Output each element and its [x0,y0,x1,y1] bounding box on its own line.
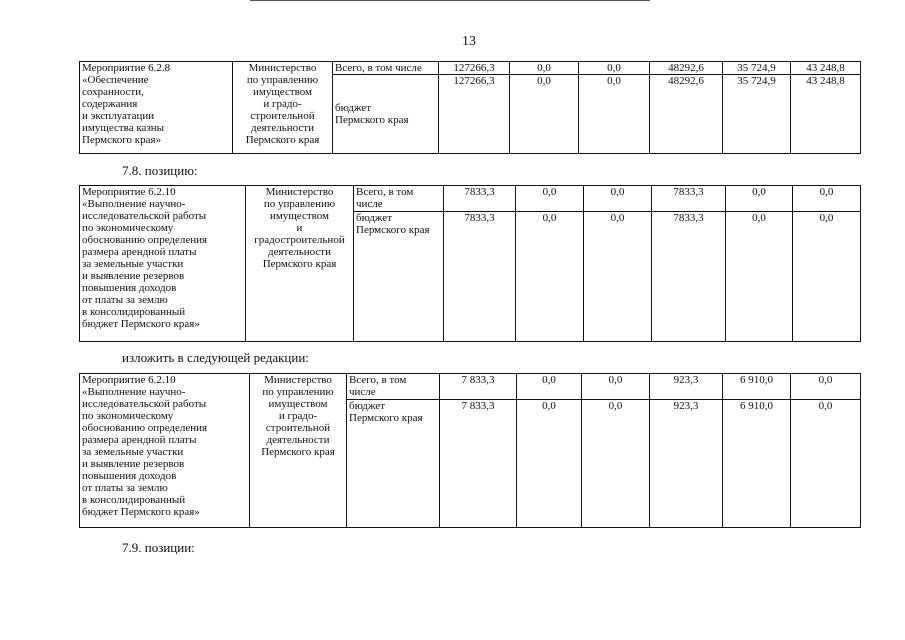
value-cell: 0,0 [582,400,650,528]
executor-cell: Министерство по управлению имуществом и градостроительной деятельности Пермского края [246,186,354,342]
event-cell: Мероприятие 6.2.8 «Обеспечение сохранности, содержания и эксплуатации имущества казны Пермского края» [80,62,233,154]
value-cell: 923,3 [650,374,723,400]
source-budget-cell: бюджет Пермского края [333,75,439,154]
value-cell: 0,0 [579,75,650,154]
source-budget-cell: бюджет Пермского края [347,400,440,528]
executor-cell: Министерство по управлению имуществом и градо- строительной деятельности Пермского края [233,62,333,154]
value-cell: 0,0 [582,374,650,400]
value-cell: 7833,3 [652,212,726,342]
value-cell: 0,0 [793,186,861,212]
value-cell: 0,0 [510,62,579,75]
value-cell: 0,0 [791,374,861,400]
source-total-cell: Всего, в том числе [333,62,439,75]
value-cell: 0,0 [793,212,861,342]
value-cell: 0,0 [726,212,793,342]
value-cell: 127266,3 [439,62,510,75]
page-number: 13 [462,34,476,49]
event-cell: Мероприятие 6.2.10 «Выполнение научно- исследовательской работы по экономическому обоснованию определения размера арендной платы за земельные участки и выявление резервов повышения доходов от платы за землю в консолидированный бюджет Пермского края» [80,374,250,528]
value-cell: 43 248,8 [791,75,861,154]
value-cell: 0,0 [510,75,579,154]
source-total-cell: Всего, в том числе [347,374,440,400]
heading-7-9: 7.9. позиции: [122,540,195,555]
value-cell: 35 724,9 [723,62,791,75]
value-cell: 0,0 [791,400,861,528]
value-cell: 127266,3 [439,75,510,154]
value-cell: 48292,6 [650,62,723,75]
source-total-cell: Всего, в том числе [354,186,444,212]
value-cell: 6 910,0 [723,374,791,400]
value-cell: 35 724,9 [723,75,791,154]
value-cell: 7 833,3 [440,374,517,400]
value-cell: 48292,6 [650,75,723,154]
heading-new-edition: изложить в следующей редакции: [122,350,309,365]
table-event-6-2-10-old [79,185,861,342]
value-cell: 0,0 [516,186,584,212]
source-budget-cell: бюджет Пермского края [354,212,444,342]
value-cell: 0,0 [726,186,793,212]
value-cell: 7833,3 [444,186,516,212]
value-cell: 43 248,8 [791,62,861,75]
executor-cell: Министерство по управлению имуществом и градо- строительной деятельности Пермского края [250,374,347,528]
value-cell: 7 833,3 [440,400,517,528]
value-cell: 6 910,0 [723,400,791,528]
top-rule [250,0,650,1]
value-cell: 0,0 [579,62,650,75]
heading-7-8: 7.8. позицию: [122,163,198,178]
table-event-6-2-8 [79,61,861,154]
value-cell: 0,0 [516,212,584,342]
event-cell: Мероприятие 6.2.10 «Выполнение научно- исследовательской работы по экономическому обоснованию определения размера арендной платы за земельные участки и выявление резервов повышения доходов от платы за землю в консолидированный бюджет Пермского края» [80,186,246,342]
value-cell: 0,0 [517,374,582,400]
value-cell: 7833,3 [652,186,726,212]
value-cell: 0,0 [517,400,582,528]
value-cell: 7833,3 [444,212,516,342]
value-cell: 0,0 [584,212,652,342]
value-cell: 0,0 [584,186,652,212]
table-event-6-2-10-new [79,373,861,528]
value-cell: 923,3 [650,400,723,528]
